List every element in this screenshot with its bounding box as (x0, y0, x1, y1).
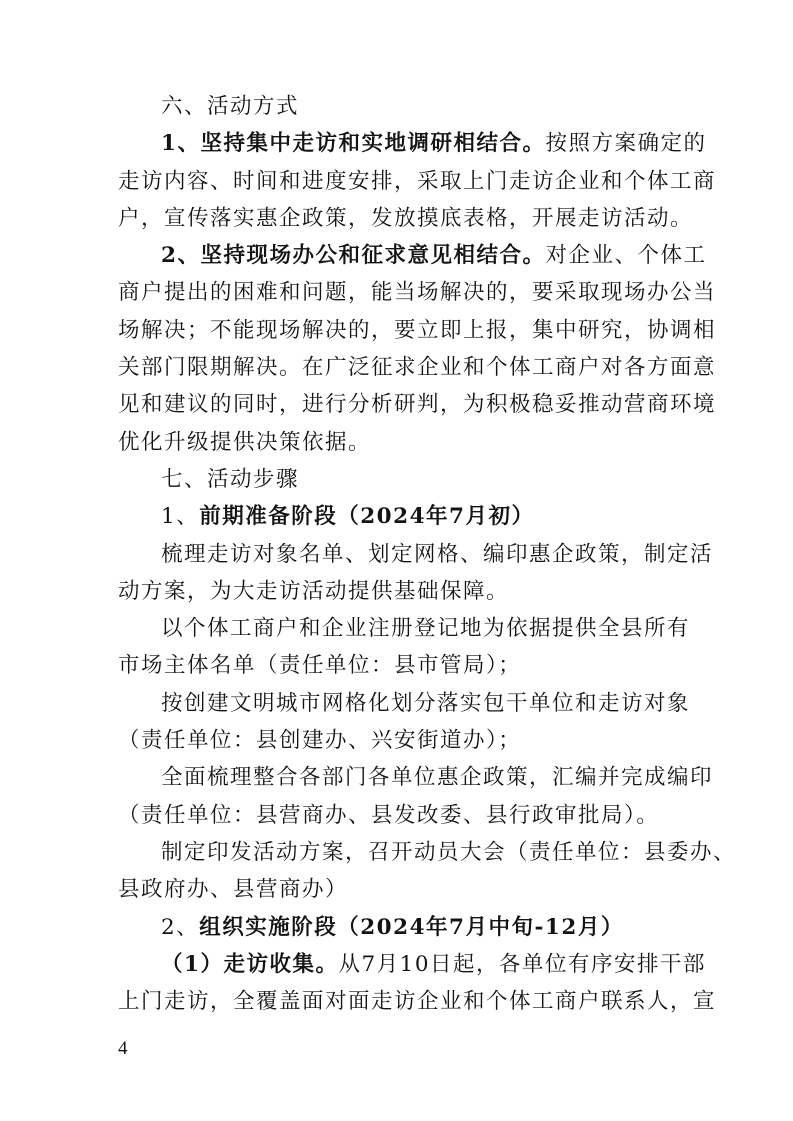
text-line (118, 759, 714, 796)
text-line (118, 498, 673, 535)
document-body (118, 88, 737, 1020)
text-line (118, 722, 673, 759)
text-line (118, 349, 717, 386)
text-line (118, 647, 673, 684)
body-text: 梳理走访对象名单、划定网格、编印惠企政策，制定活 (161, 541, 714, 567)
bold-text: （1）走访收集。 (161, 951, 339, 977)
body-text: 上门走访，全覆盖面对面走访企业和个体工商户联系人，宣 (118, 989, 717, 1015)
bold-text: 前期准备阶段（2024年7月初） (199, 504, 535, 530)
text-line (118, 797, 673, 834)
text-line (118, 610, 691, 647)
body-text: 六、活动方式 (161, 94, 300, 119)
text-line (118, 125, 707, 162)
text-line (118, 200, 694, 237)
body-text: 1、 (161, 504, 200, 530)
body-text: 全面梳理整合各部门各单位惠企政策，汇编并完成编印 (161, 765, 714, 791)
text-line (118, 685, 691, 722)
body-text: 按创建文明城市网格化划分落实包干单位和走访对象 (161, 690, 691, 716)
text-line (118, 274, 717, 311)
bold-text: 2、坚持现场办公和征求意见相结合。 (161, 243, 546, 269)
body-text: 走访内容、时间和进度安排，采取上门走访企业和个体工商 (118, 168, 717, 194)
text-line (118, 871, 673, 908)
bold-text: 1、坚持集中走访和实地调研相结合。 (161, 131, 546, 157)
body-text: 七、活动步骤 (161, 466, 300, 492)
body-text: 商户提出的困难和问题，能当场解决的，要采取现场办公当 (118, 280, 717, 306)
body-text: 2、 (161, 914, 200, 940)
text-line (118, 909, 673, 946)
text-line (118, 88, 673, 125)
body-text: 县政府办、县营商办） (118, 877, 349, 903)
text-line (118, 834, 737, 871)
body-text: 按照方案确定的 (545, 131, 707, 157)
text-line (118, 237, 707, 274)
body-text: 制定印发活动方案，召开动员大会（责任单位：县委办、 (161, 839, 737, 865)
text-line (118, 946, 707, 983)
body-text: （责任单位：县创建办、兴安街道办）； (118, 728, 522, 754)
text-line (118, 536, 714, 573)
text-line (118, 386, 717, 423)
body-text: 关部门限期解决。在广泛征求企业和个体工商户对各方面意 (118, 355, 717, 381)
body-text: 以个体工商户和企业注册登记地为依据提供全县所有 (161, 616, 691, 642)
text-line (118, 461, 673, 498)
page-number: 4 (118, 1038, 128, 1059)
body-text: 户，宣传落实惠企政策，发放摸底表格，开展走访活动。 (118, 205, 694, 231)
body-text: 对企业、个体工 (545, 243, 707, 269)
body-text: 见和建议的同时，进行分析研判，为积极稳妥推动营商环境 (118, 392, 717, 418)
body-text: （责任单位：县营商办、县发改委、县行政审批局）。 (118, 802, 660, 828)
body-text: 优化升级提供决策依据。 (118, 429, 372, 455)
text-line (118, 312, 717, 349)
body-text: 动方案，为大走访活动提供基础保障。 (118, 578, 510, 604)
body-text: 场解决；不能现场解决的，要立即上报，集中研究，协调相 (118, 317, 717, 343)
text-line (118, 983, 717, 1020)
text-line (118, 573, 673, 610)
bold-text: 组织实施阶段（2024年7月中旬-12月） (199, 914, 624, 940)
body-text: 从7月10日起，各单位有序安排干部 (338, 951, 707, 977)
text-line (118, 424, 673, 461)
body-text: 市场主体名单（责任单位：县市管局）； (118, 653, 522, 679)
text-line (118, 163, 717, 200)
